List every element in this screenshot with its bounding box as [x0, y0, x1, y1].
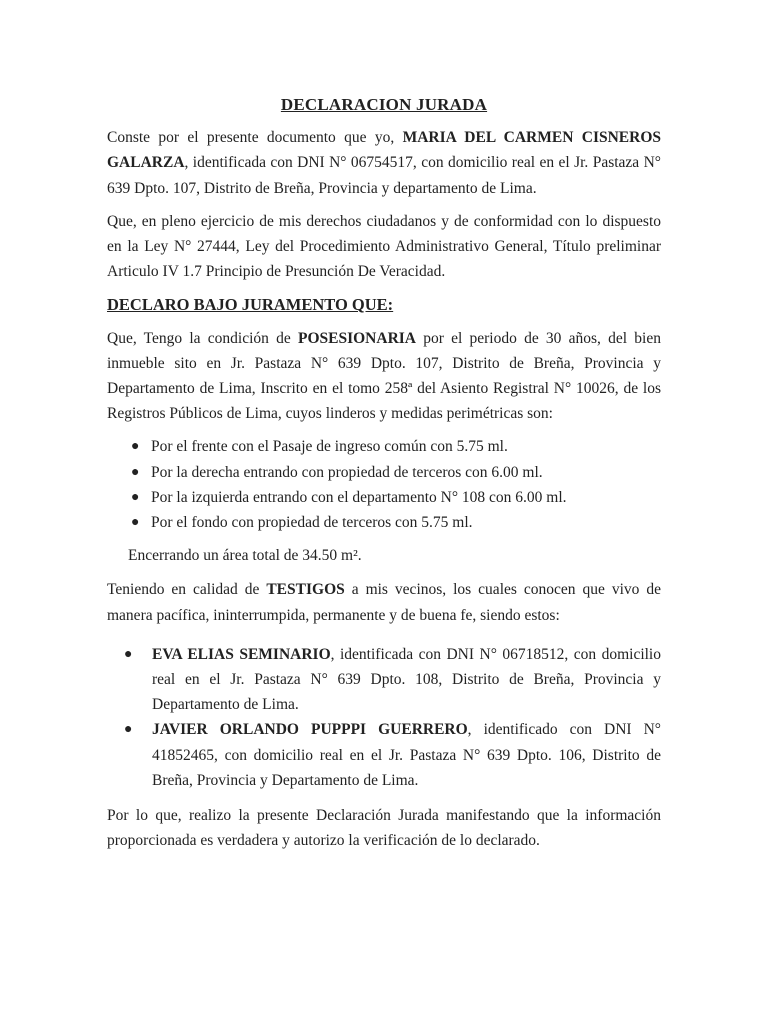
condition-pre: Que, Tengo la condición de [107, 329, 298, 347]
list-item [107, 460, 661, 485]
witnesses-pre: Teniendo en calidad de [107, 581, 267, 599]
intro-paragraph [107, 125, 661, 201]
witnesses-post: a mis vecinos, los cuales conocen que vivo de manera pacífica, ininterrumpida, permanente y de buena fe, siendo estos: [107, 581, 661, 624]
boundary-text: Por la derecha entrando con propiedad de terceros con 6.00 ml. [151, 463, 543, 481]
list-item [107, 717, 661, 793]
intro-post: , identificada con DNI N° 06754517, con domicilio real en el Jr. Pastaza N° 639 Dpto. 107, Distrito de Breña, Provincia y departamento de Lima. [107, 154, 661, 197]
declaration-heading: DECLARO BAJO JURAMENTO QUE: [107, 295, 394, 315]
bullet-icon: ● [131, 515, 140, 531]
witnesses-label: TESTIGOS [266, 581, 345, 599]
bullet-icon: ● [124, 646, 133, 662]
intro-pre: Conste por el presente documento que yo, [107, 129, 403, 147]
condition-paragraph [107, 326, 661, 427]
boundary-text: Por el fondo con propiedad de terceros con 5.75 ml. [151, 514, 473, 532]
condition-post: por el periodo de 30 años, del bien inmueble sito en Jr. Pastaza N° 639 Dpto. 107, Distrito de Breña, Provincia y Departamento de Lima, Inscrito en el tomo 258ª del Asiento Registral N° 10026, de los Registros Públicos de Lima, cuyos linderos y medidas perimétricas son: [107, 329, 661, 423]
boundaries-list [107, 434, 661, 535]
declarant-name: MARIA DEL CARMEN CISNEROS GALARZA [107, 129, 661, 172]
document-title: DECLARACION JURADA [280, 95, 488, 114]
document-page [107, 86, 661, 861]
witnesses-intro-paragraph [107, 577, 661, 627]
list-item [107, 434, 661, 459]
witness-details: , identificado con DNI N° 41852465, con domicilio real en el Jr. Pastaza N° 639 Dpto. 106, Distrito de Breña, Provincia y Departamento de Lima. [152, 721, 661, 789]
closing-paragraph: Por lo que, realizo la presente Declaración Jurada manifestando que la información proporcionada es verdadera y autorizo la verificación de lo declarado. [107, 807, 661, 850]
bullet-icon: ● [131, 464, 140, 480]
possession-status: POSESIONARIA [297, 329, 416, 347]
legal-basis-paragraph: Que, en pleno ejercicio de mis derechos ciudadanos y de conformidad con lo dispuesto en la Ley N° 27444, Ley del Procedimiento Administrativo General, Título preliminar Articulo IV 1.7 Principio de Presunción De Veracidad. [107, 212, 661, 281]
bullet-icon: ● [131, 439, 140, 455]
boundary-text: Por la izquierda entrando con el departamento N° 108 con 6.00 ml. [151, 488, 567, 506]
witness-details: , identificada con DNI N° 06718512, con domicilio real en el Jr. Pastaza N° 639 Dpto. 108, Distrito de Breña, Provincia y Departamento de Lima. [152, 645, 661, 714]
witness-name: EVA ELIAS SEMINARIO [152, 645, 331, 663]
bullet-icon: ● [124, 722, 133, 738]
total-area: Encerrando un área total de 34.50 m². [128, 547, 362, 565]
list-item [107, 510, 661, 535]
witnesses-list [107, 642, 661, 793]
list-item [107, 642, 661, 718]
bullet-icon: ● [131, 489, 140, 505]
list-item [107, 485, 661, 510]
boundary-text: Por el frente con el Pasaje de ingreso común con 5.75 ml. [151, 438, 508, 456]
witness-name: JAVIER ORLANDO PUPPPI GUERRERO [152, 721, 468, 739]
